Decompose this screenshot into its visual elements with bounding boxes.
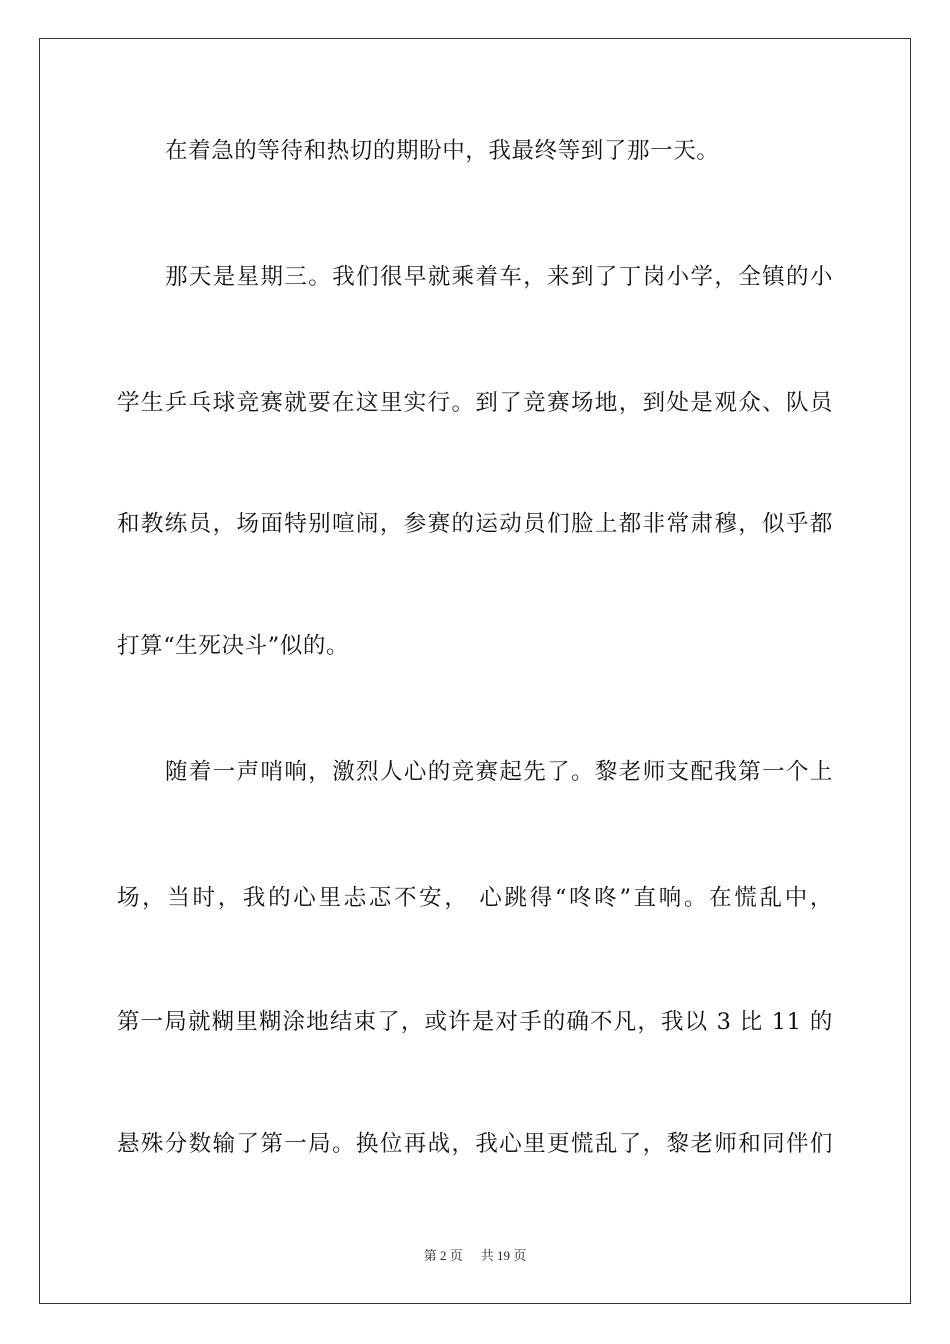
paragraph-line-1: 在着急的等待和热切的期盼中，我最终等到了那一天。 bbox=[165, 138, 720, 164]
paragraph-line-9: 悬殊分数输了第一局。换位再战，我心里更慌乱了，黎老师和同伴们 bbox=[117, 1131, 833, 1157]
page-number: 第 2 页 bbox=[423, 1248, 463, 1263]
paragraph-line-3: 学生乒乓球竞赛就要在这里实行。到了竞赛场地，到处是观众、队员 bbox=[117, 390, 833, 416]
page-footer bbox=[0, 1247, 950, 1265]
paragraph-line-5: 打算“生死决斗”似的。 bbox=[117, 633, 350, 659]
paragraph-line-4: 和教练员，场面特别喧闹，参赛的运动员们脸上都非常肃穆，似乎都 bbox=[117, 511, 833, 537]
page-total: 共 19 页 bbox=[480, 1248, 527, 1263]
page-border bbox=[39, 38, 911, 1304]
paragraph-line-8: 第一局就糊里糊涂地结束了，或许是对手的确不凡，我以 3 比 11 的 bbox=[117, 1009, 833, 1035]
paragraph-line-2: 那天是星期三。我们很早就乘着车，来到了丁岗小学，全镇的小 bbox=[165, 264, 833, 290]
paragraph-line-7: 场，当时，我的心里忐忑不安， 心跳得“咚咚”直响。在慌乱中， bbox=[117, 885, 833, 911]
paragraph-line-6: 随着一声哨响，激烈人心的竞赛起先了。黎老师支配我第一个上 bbox=[165, 759, 833, 785]
